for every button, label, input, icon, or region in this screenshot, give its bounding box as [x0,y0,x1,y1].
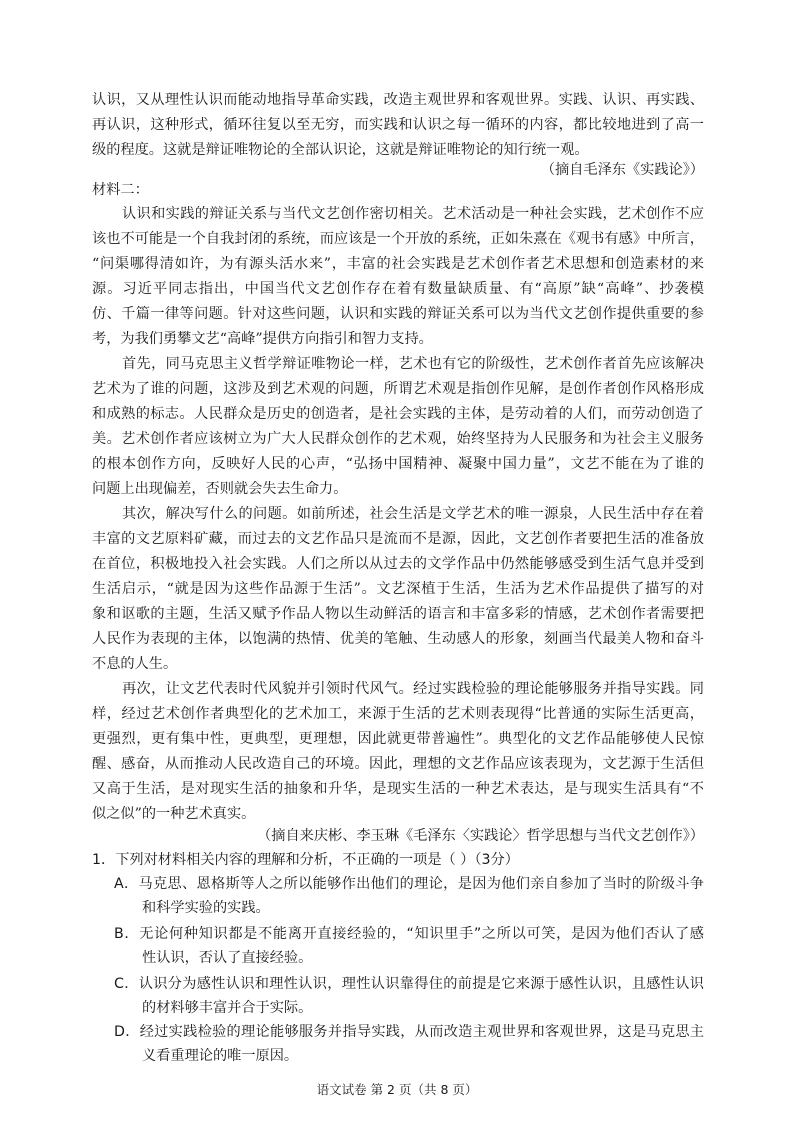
option-a: A．马克思、恩格斯等人之所以能够作出他们的理论，是因为他们亲自参加了当时的阶级斗争 [114,876,704,892]
passage-line: 更强烈，更有集中性，更典型，更理想，因此就更带普遍性”。典型化的文艺作品能够使人民惊 [92,731,704,747]
option-c: C．认识分为感性认识和理性认识，理性认识靠得住的前提是它来源于感性认识，且感性认识 [114,976,704,992]
passage-line: 其次，解决写什么的问题。如前所述，社会生活是文学艺术的唯一源泉，人民生活中存在着 [122,506,704,522]
passage-line: 再次，让文艺代表时代风貌并引领时代风气。经过实践检验的理论能够服务并指导实践。同 [122,681,704,697]
passage-line: 的根本创作方向，反映好人民的心声，“弘扬中国精神、凝聚中国力量”，文艺不能在为了谁的 [92,456,704,472]
passage-line: 认识和实践的辩证关系与当代文艺创作密切相关。艺术活动是一种社会实践，艺术创作不应 [122,206,704,222]
passage-line: 样，经过艺术创作者典型化的艺术加工，来源于生活的艺术则表现得“比普通的实际生活更高， [92,706,704,722]
passage-line: 又高于生活，是对现实生活的抽象和升华，是现实生活的一种艺术表达，是与现实生活具有“不 [92,781,704,797]
passage-line: 考，为我们勇攀文艺“高峰”提供方向指引和智力支持。 [92,331,433,347]
passage-line: 不息的人生。 [92,656,178,672]
passage-line: 该也不可能是一个自我封闭的系统，而应该是一个开放的系统，正如朱熹在《观书有感》中所言， [92,231,704,247]
passage-line: 问题上出现偏差，否则就会失去生命力。 [92,481,348,497]
passage-line: 人民作为表现的主体，以饱满的热情、优美的笔触、生动感人的形象，刻画当代最美人物和奋斗 [92,631,704,647]
source-citation: （摘自毛泽东《实践论》） [540,162,704,178]
material-heading: 材料二： [92,182,149,198]
passage-line: 似之似”的一种艺术真实。 [92,806,256,822]
passage-line: “问渠哪得清如许，为有源头活水来”，丰富的社会实践是艺术创作者艺术思想和创造素材的来 [92,256,704,272]
option-a-continued: 和科学实验的实践。 [142,900,270,916]
option-d-continued: 义看重理论的唯一原因。 [142,1048,299,1064]
passage-line: 级的程度。这就是辩证唯物论的全部认识论，这就是辩证唯物论的知行统一观。 [92,142,589,158]
passage-line: 首先，同马克思主义哲学辩证唯物论一样，艺术也有它的阶级性，艺术创作者首先应该解决 [122,356,704,372]
passage-line: 源。习近平同志指出，中国当代文艺创作存在着有数量缺质量、有“高原”缺“高峰”、抄袭模 [92,281,704,297]
passage-line: 和成熟的标志。人民群众是历史的创造者，是社会实践的主体，是劳动着的人们，而劳动创造了 [92,406,704,422]
passage-line: 美。艺术创作者应该树立为广大人民群众创作的艺术观，始终坚持为人民服务和为社会主义服务 [92,431,704,447]
option-d: D．经过实践检验的理论能够服务并指导实践，从而改造主观世界和客观世界，这是马克思主 [114,1024,704,1040]
option-b: B．无论何种知识都是不能离开直接经验的，“知识里手”之所以可笑，是因为他们否认了感 [114,926,704,942]
question-stem: 1．下列对材料相关内容的理解和分析，不正确的一项是（ ）（3分） [92,852,519,868]
option-c-continued: 的材料够丰富并合于实际。 [142,1000,313,1016]
source-citation: （摘自来庆彬、李玉琳《毛泽东〈实践论〉哲学思想与当代文艺创作》） [257,828,704,844]
passage-line: 认识，又从理性认识而能动地指导革命实践，改造主观世界和客观世界。实践、认识、再实践、 [92,92,704,108]
passage-line: 生活启示，“就是因为这些作品源于生活”。文艺深植于生活，生活为艺术作品提供了描写的对 [92,581,704,597]
passage-line: 醒、感奋，从而推动人民改造自己的环境。因此，理想的文艺作品应该表现为，文艺源于生活但 [92,756,704,772]
passage-line: 仿、千篇一律等问题。针对这些问题，认识和实践的辩证关系可以为当代文艺创作提供重要的参 [92,306,704,322]
passage-line: 丰富的文艺原料矿藏，而过去的文艺作品只是流而不是源，因此，文艺创作者要把生活的准备放 [92,531,704,547]
passage-line: 再认识，这种形式，循环往复以至无穷，而实践和认识之每一循环的内容，都比较地进到了高一 [92,117,704,133]
passage-line: 在首位，积极地投入社会实践。人们之所以从过去的文学作品中仍然能够感受到生活气息并受到 [92,556,704,572]
passage-line: 艺术为了谁的问题，这涉及到艺术观的问题，所谓艺术观是指创作见解，是创作者创作风格形成 [92,381,704,397]
option-b-continued: 性认识，否认了直接经验。 [142,950,313,966]
page-footer: 语文试卷 第 2 页（共 8 页） [316,1082,478,1097]
passage-line: 象和讴歌的主题，生活又赋予作品人物以生动鲜活的语言和丰富多彩的情感，艺术创作者需要把 [92,606,704,622]
